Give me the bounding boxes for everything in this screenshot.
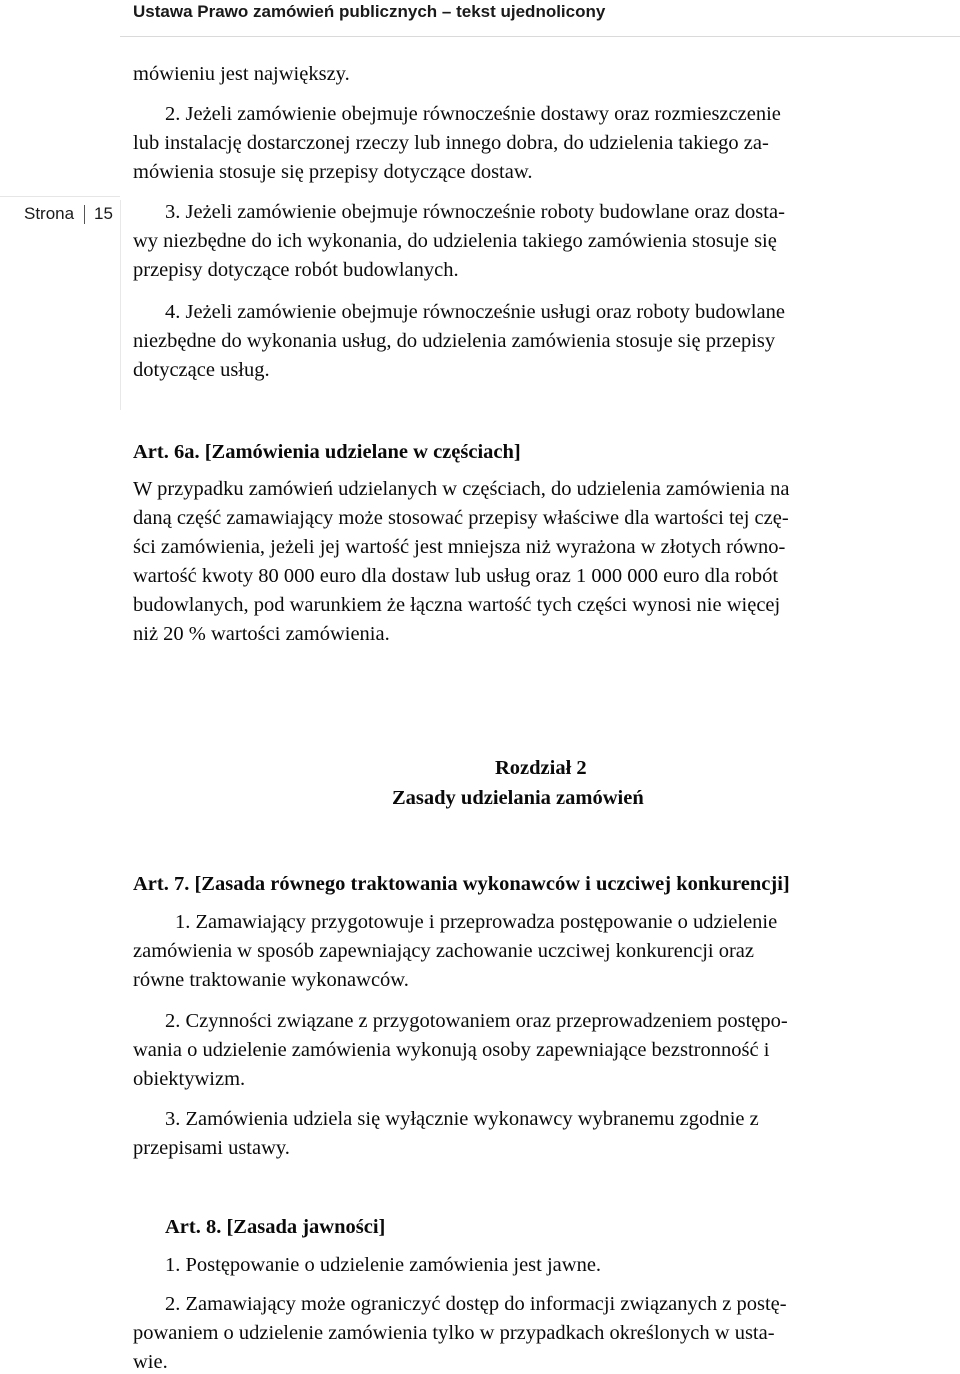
paragraph-line: budowlanych, pod warunkiem że łączna wartość tych części wynosi nie więcej [133, 594, 781, 616]
paragraph-line: 1. Postępowanie o udzielenie zamówienia jest jawne. [165, 1254, 602, 1276]
paragraph-line: 2. Zamawiający może ograniczyć dostęp do informacji związanych z postę- [165, 1293, 787, 1315]
paragraph-line: ści zamówienia, jeżeli jej wartość jest mniejsza niż wyrażona w złotych równo- [133, 536, 786, 558]
paragraph-line: 4. Jeżeli zamówienie obejmuje równocześnie usługi oraz roboty budowlane [165, 301, 785, 323]
article-heading: Art. 7. [Zasada równego traktowania wykonawców i uczciwej konkurencji] [133, 873, 790, 895]
paragraph-line: obiektywizm. [133, 1068, 246, 1090]
paragraph-line: równe traktowanie wykonawców. [133, 969, 409, 991]
paragraph-line: 2. Czynności związane z przygotowaniem oraz przeprowadzeniem postępo- [165, 1010, 788, 1032]
paragraph-line: 3. Jeżeli zamówienie obejmuje równocześnie roboty budowlane oraz dosta- [165, 201, 785, 223]
article-heading: Art. 8. [Zasada jawności] [165, 1216, 386, 1238]
paragraph-line: 2. Jeżeli zamówienie obejmuje równocześnie dostawy oraz rozmieszczenie [165, 103, 781, 125]
paragraph-line: przepisami ustawy. [133, 1137, 290, 1159]
paragraph-line: zamówienia w sposób zapewniający zachowanie uczciwej konkurencji oraz [133, 940, 754, 962]
paragraph-line: powaniem o udzielenie zamówienia tylko w przypadkach określonych w usta- [133, 1322, 775, 1344]
margin-divider [0, 196, 120, 197]
paragraph-line: W przypadku zamówień udzielanych w częściach, do udzielenia zamówienia na [133, 478, 790, 500]
paragraph-line: 3. Zamówienia udziela się wyłącznie wykonawcy wybranemu zgodnie z [165, 1108, 759, 1130]
page-number-separator [84, 205, 85, 224]
chapter-title: Zasady udzielania zamówień [392, 787, 644, 809]
header-divider [120, 36, 960, 37]
page-number: 15 [94, 204, 113, 223]
paragraph-line: daną część zamawiający może stosować przepisy właściwe dla wartości tej czę- [133, 507, 789, 529]
paragraph-line: wartość kwoty 80 000 euro dla dostaw lub usług oraz 1 000 000 euro dla robót [133, 565, 779, 587]
paragraph-line: wy niezbędne do ich wykonania, do udzielenia takiego zamówienia stosuje się [133, 230, 777, 252]
paragraph-line: mówieniu jest największy. [133, 63, 350, 85]
page-label: Strona [24, 204, 75, 223]
paragraph-line: przepisy dotyczące robót budowlanych. [133, 259, 459, 281]
chapter-number: Rozdział 2 [495, 757, 587, 779]
paragraph-line: lub instalację dostarczonej rzeczy lub innego dobra, do udzielenia takiego za- [133, 132, 769, 154]
paragraph-line: niezbędne do wykonania usług, do udzielenia zamówienia stosuje się przepisy [133, 330, 776, 352]
paragraph-line: dotyczące usług. [133, 359, 270, 381]
paragraph-line: 1. Zamawiający przygotowuje i przeprowadza postępowanie o udzielenie [175, 911, 778, 933]
article-heading: Art. 6a. [Zamówienia udzielane w częściach] [133, 441, 521, 463]
page-number-box [0, 200, 122, 228]
paragraph-line: wie. [133, 1351, 168, 1373]
paragraph-line: niż 20 % wartości zamówienia. [133, 623, 390, 645]
paragraph-line: wania o udzielenie zamówienia wykonują osoby zapewniające bezstronność i [133, 1039, 770, 1061]
document-header-title: Ustawa Prawo zamówień publicznych – tekst ujednolicony [133, 2, 606, 21]
paragraph-line: mówienia stosuje się przepisy dotyczące dostaw. [133, 161, 533, 183]
margin-vertical-rule [120, 200, 121, 410]
